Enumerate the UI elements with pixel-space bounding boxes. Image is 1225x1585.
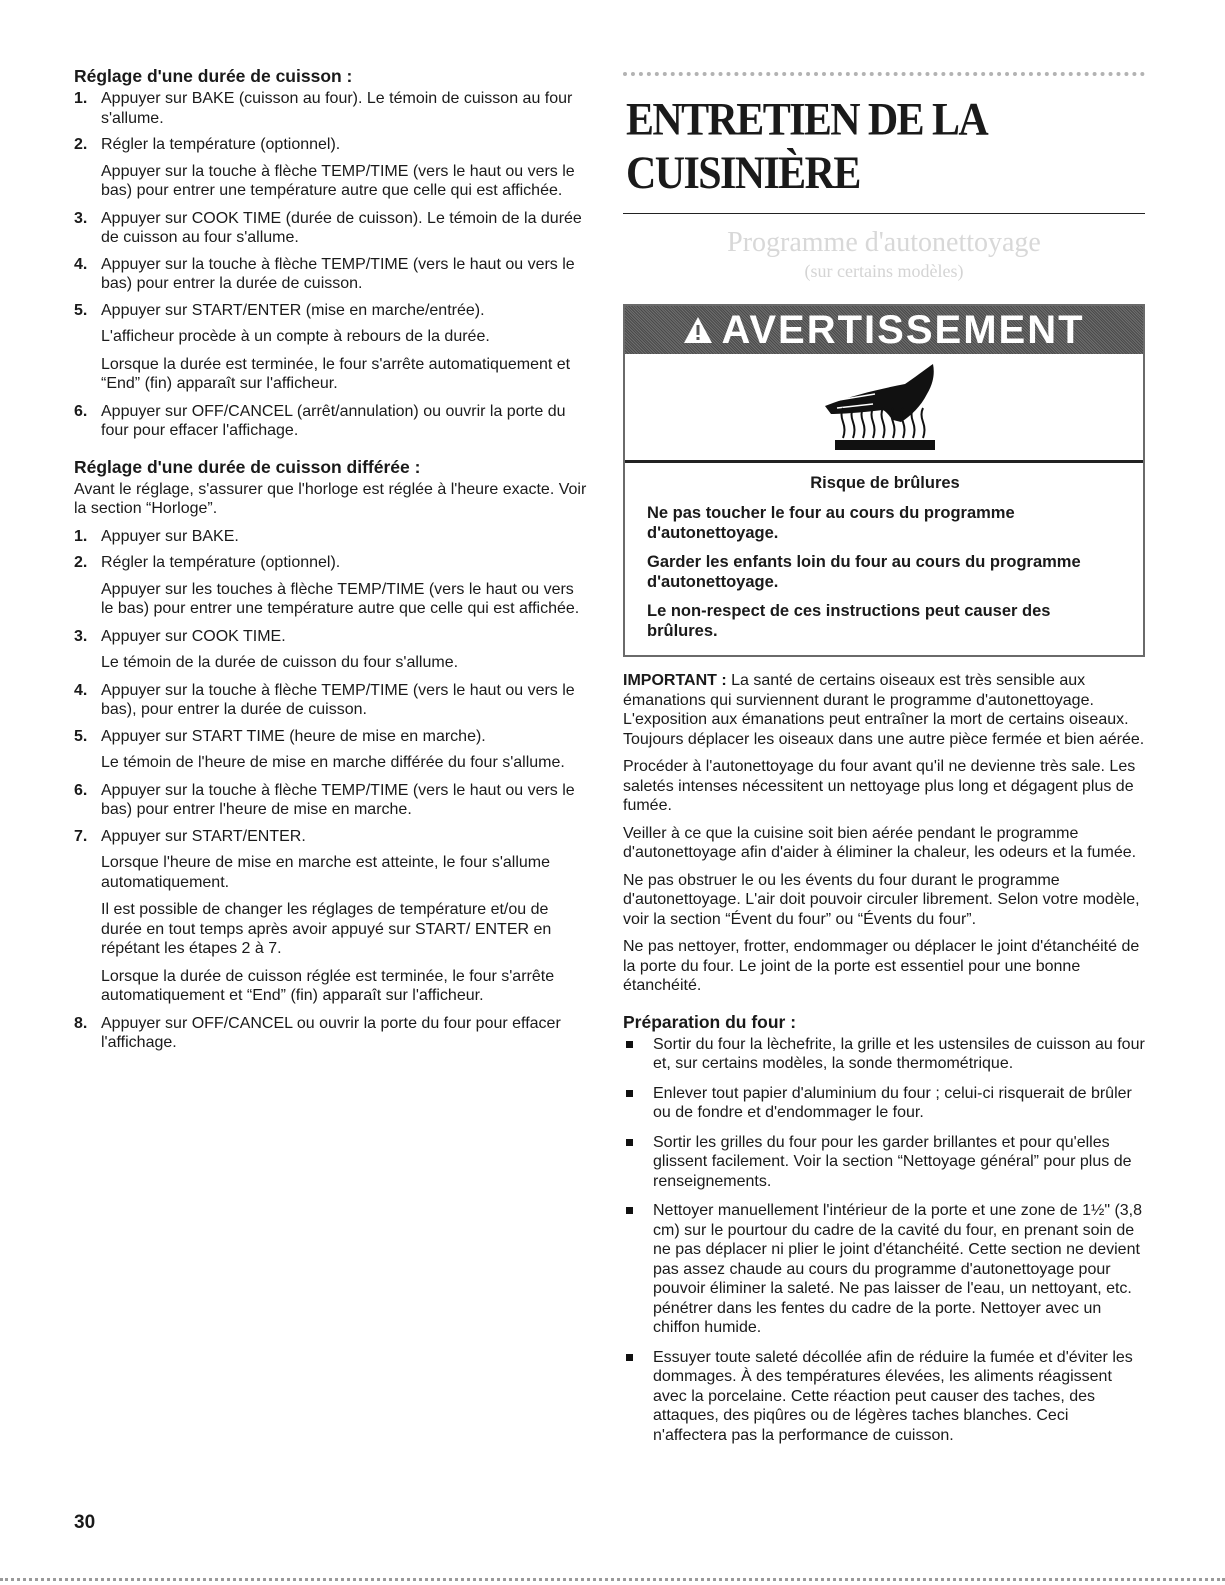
bullet-square-icon	[626, 1354, 633, 1361]
step-detail: Lorsque la durée est terminée, le four s'arrête automatiquement et “End” (fin) apparaît sur l'afficheur.	[101, 355, 571, 392]
list-item: Essuyer toute saleté décollée afin de réduire la fumée et d'éviter les dommages. À des températures élevées, les aliments réagissent avec la porcelaine. Cette réaction peut causer des taches, des attaques, des piqûres ou de légères taches blanches. Ceci n'affectera pas la performance de cuisson.	[623, 1348, 1145, 1446]
important-note: IMPORTANT : La santé de certains oiseaux est très sensible aux émanations qui surviennent durant le programme d'autonettoyage. L'exposition aux émanations peut entraîner la mort de certains oiseaux. Toujours déplacer les oiseaux dans une autre pièce fermée et bien aérée.	[623, 672, 1145, 748]
step-detail: Lorsque l'heure de mise en marche est atteinte, le four s'allume automatiquement.	[101, 854, 551, 891]
step-item: 8. Appuyer sur OFF/CANCEL ou ouvrir la porte du four pour effacer l'affichage.	[74, 1014, 561, 1051]
step-detail: Le témoin de la durée de cuisson du four s'allume.	[101, 654, 459, 671]
warning-line: Garder les enfants loin du four au cours du programme d'autonettoyage.	[647, 553, 1081, 591]
step-item: 3. Appuyer sur COOK TIME.	[74, 627, 286, 645]
paragraph: Veiller à ce que la cuisine soit bien aérée pendant le programme d'autonettoyage afin d'aider à éliminer la chaleur, les odeurs et la fumée.	[623, 824, 1137, 861]
step-item: 5. Appuyer sur START/ENTER (mise en marche/entrée).	[74, 301, 485, 319]
step-item: 6. Appuyer sur la touche à flèche TEMP/TIME (vers le haut ou vers le bas) pour entrer l'heure de mise en marche.	[74, 781, 575, 818]
step-item: 6. Appuyer sur OFF/CANCEL (arrêt/annulation) ou ouvrir la porte du four pour effacer l'affichage.	[74, 402, 566, 439]
step-item: 4. Appuyer sur la touche à flèche TEMP/TIME (vers le haut ou vers le bas), pour entrer la durée de cuisson.	[74, 681, 575, 718]
section-heading-delayed-cook: Réglage d'une durée de cuisson différée :	[74, 456, 421, 477]
step-item: 2. Régler la température (optionnel).	[74, 554, 341, 571]
left-column	[74, 66, 590, 1060]
warning-header	[625, 306, 1143, 354]
bullet-square-icon	[626, 1139, 633, 1146]
warning-triangle-icon	[683, 316, 713, 344]
step-item: 3. Appuyer sur COOK TIME (durée de cuisson). Le témoin de la durée de cuisson au four s'allume.	[74, 209, 582, 246]
top-divider	[623, 72, 1145, 81]
section-heading-cook-time: Réglage d'une durée de cuisson :	[74, 66, 353, 86]
burn-hazard-icon	[625, 354, 1143, 463]
bullet-square-icon	[626, 1207, 633, 1214]
list-item: Enlever tout papier d'aluminium du four ; celui-ci risquerait de brûler ou de fondre et d'endommager le four.	[623, 1084, 1145, 1123]
right-column	[623, 70, 1145, 1455]
page-number: 30	[74, 1512, 96, 1533]
step-item: 7. Appuyer sur START/ENTER.	[74, 827, 306, 845]
bullet-square-icon	[626, 1090, 633, 1097]
section-subtitle-models: (sur certains modèles)	[804, 261, 964, 281]
warning-line: Le non-respect de ces instructions peut causer des brûlures.	[647, 602, 1051, 640]
list-item: Sortir les grilles du four pour les garder brillantes et pour qu'elles glissent facilement. Voir la section “Nettoyage général” pour plus de renseignements.	[623, 1133, 1145, 1192]
paragraph: Procéder à l'autonettoyage du four avant qu'il ne devienne très sale. Les saletés intenses nécessitent un nettoyage plus long et dégagent plus de fumée.	[623, 758, 1136, 814]
warning-line: Ne pas toucher le four au cours du programme d'autonettoyage.	[647, 504, 1015, 542]
step-item: 4. Appuyer sur la touche à flèche TEMP/TIME (vers le haut ou vers le bas) pour entrer la durée de cuisson.	[74, 255, 575, 292]
step-item: 2. Régler la température (optionnel).	[74, 136, 341, 153]
paragraph: Ne pas obstruer le ou les évents du four durant le programme d'autonettoyage. L'air doit pouvoir circuler librement. Selon votre modèle, voir la section “Évent du four” ou “Évents du four”.	[623, 871, 1140, 928]
page-title: ENTRETIEN DE LA CUISINIÈRE	[626, 94, 985, 200]
step-detail: Il est possible de changer les réglages de température et/ou de durée en tout temps après avoir appuyé sur START/ ENTER en répétant les étapes 2 à 7.	[101, 901, 552, 957]
step-item: 5. Appuyer sur START TIME (heure de mise en marche).	[74, 727, 486, 745]
step-detail: L'afficheur procède à un compte à rebours de la durée.	[101, 328, 490, 345]
warning-box	[623, 304, 1145, 657]
step-detail: Lorsque la durée de cuisson réglée est terminée, le four s'arrête automatiquement et “End” (fin) apparaît sur l'afficheur.	[101, 967, 555, 1004]
warning-body	[625, 463, 1143, 655]
step-detail: Le témoin de l'heure de mise en marche différée du four s'allume.	[101, 754, 565, 771]
section-title-self-clean: Programme d'autonettoyage	[727, 227, 1041, 258]
step-item: 1. Appuyer sur BAKE.	[74, 527, 239, 545]
warning-risk-title: Risque de brûlures	[810, 474, 960, 492]
list-item: Nettoyer manuellement l'intérieur de la porte et une zone de 1½" (3,8 cm) sur le pourtour du cadre de la cavité du four, en prenant soin de ne pas déplacer ni plier le joint d'étanchéité. Cette section ne devient pas assez chaude au cours du programme d'autonettoyage pour pouvoir éliminer la saleté. Ne pas laisser de l'eau, un nettoyant, etc. pénétrer dans les fentes du cadre de la porte. Nettoyer avec un chiffon humide.	[623, 1201, 1145, 1338]
section-intro: Avant le réglage, s'assurer que l'horloge est réglée à l'heure exacte. Voir la section “Horloge”.	[74, 480, 587, 517]
step-detail: Appuyer sur la touche à flèche TEMP/TIME (vers le haut ou vers le bas) pour entrer une température autre que celle qui est affichée.	[101, 162, 575, 199]
bottom-divider	[0, 1578, 1225, 1581]
paragraph: Ne pas nettoyer, frotter, endommager ou déplacer le joint d'étanchéité de la porte du four. Le joint de la porte est essentiel pour une bonne étanchéité.	[623, 938, 1140, 994]
step-item: 1. Appuyer sur BAKE (cuisson au four). Le témoin de cuisson au four s'allume.	[74, 90, 573, 127]
section-heading-oven-prep: Préparation du four :	[623, 1011, 797, 1032]
title-divider	[623, 213, 1145, 214]
step-detail: Appuyer sur les touches à flèche TEMP/TIME (vers le haut ou vers le bas) pour entrer une température autre que celle qui est affichée.	[101, 580, 580, 617]
list-item: Sortir du four la lèchefrite, la grille et les ustensiles de cuisson au four et, sur certains modèles, la sonde thermométrique.	[623, 1035, 1145, 1074]
important-label: IMPORTANT :	[623, 672, 727, 689]
warning-header-text: AVERTISSEMENT	[721, 307, 1085, 352]
bullet-square-icon	[626, 1041, 633, 1048]
